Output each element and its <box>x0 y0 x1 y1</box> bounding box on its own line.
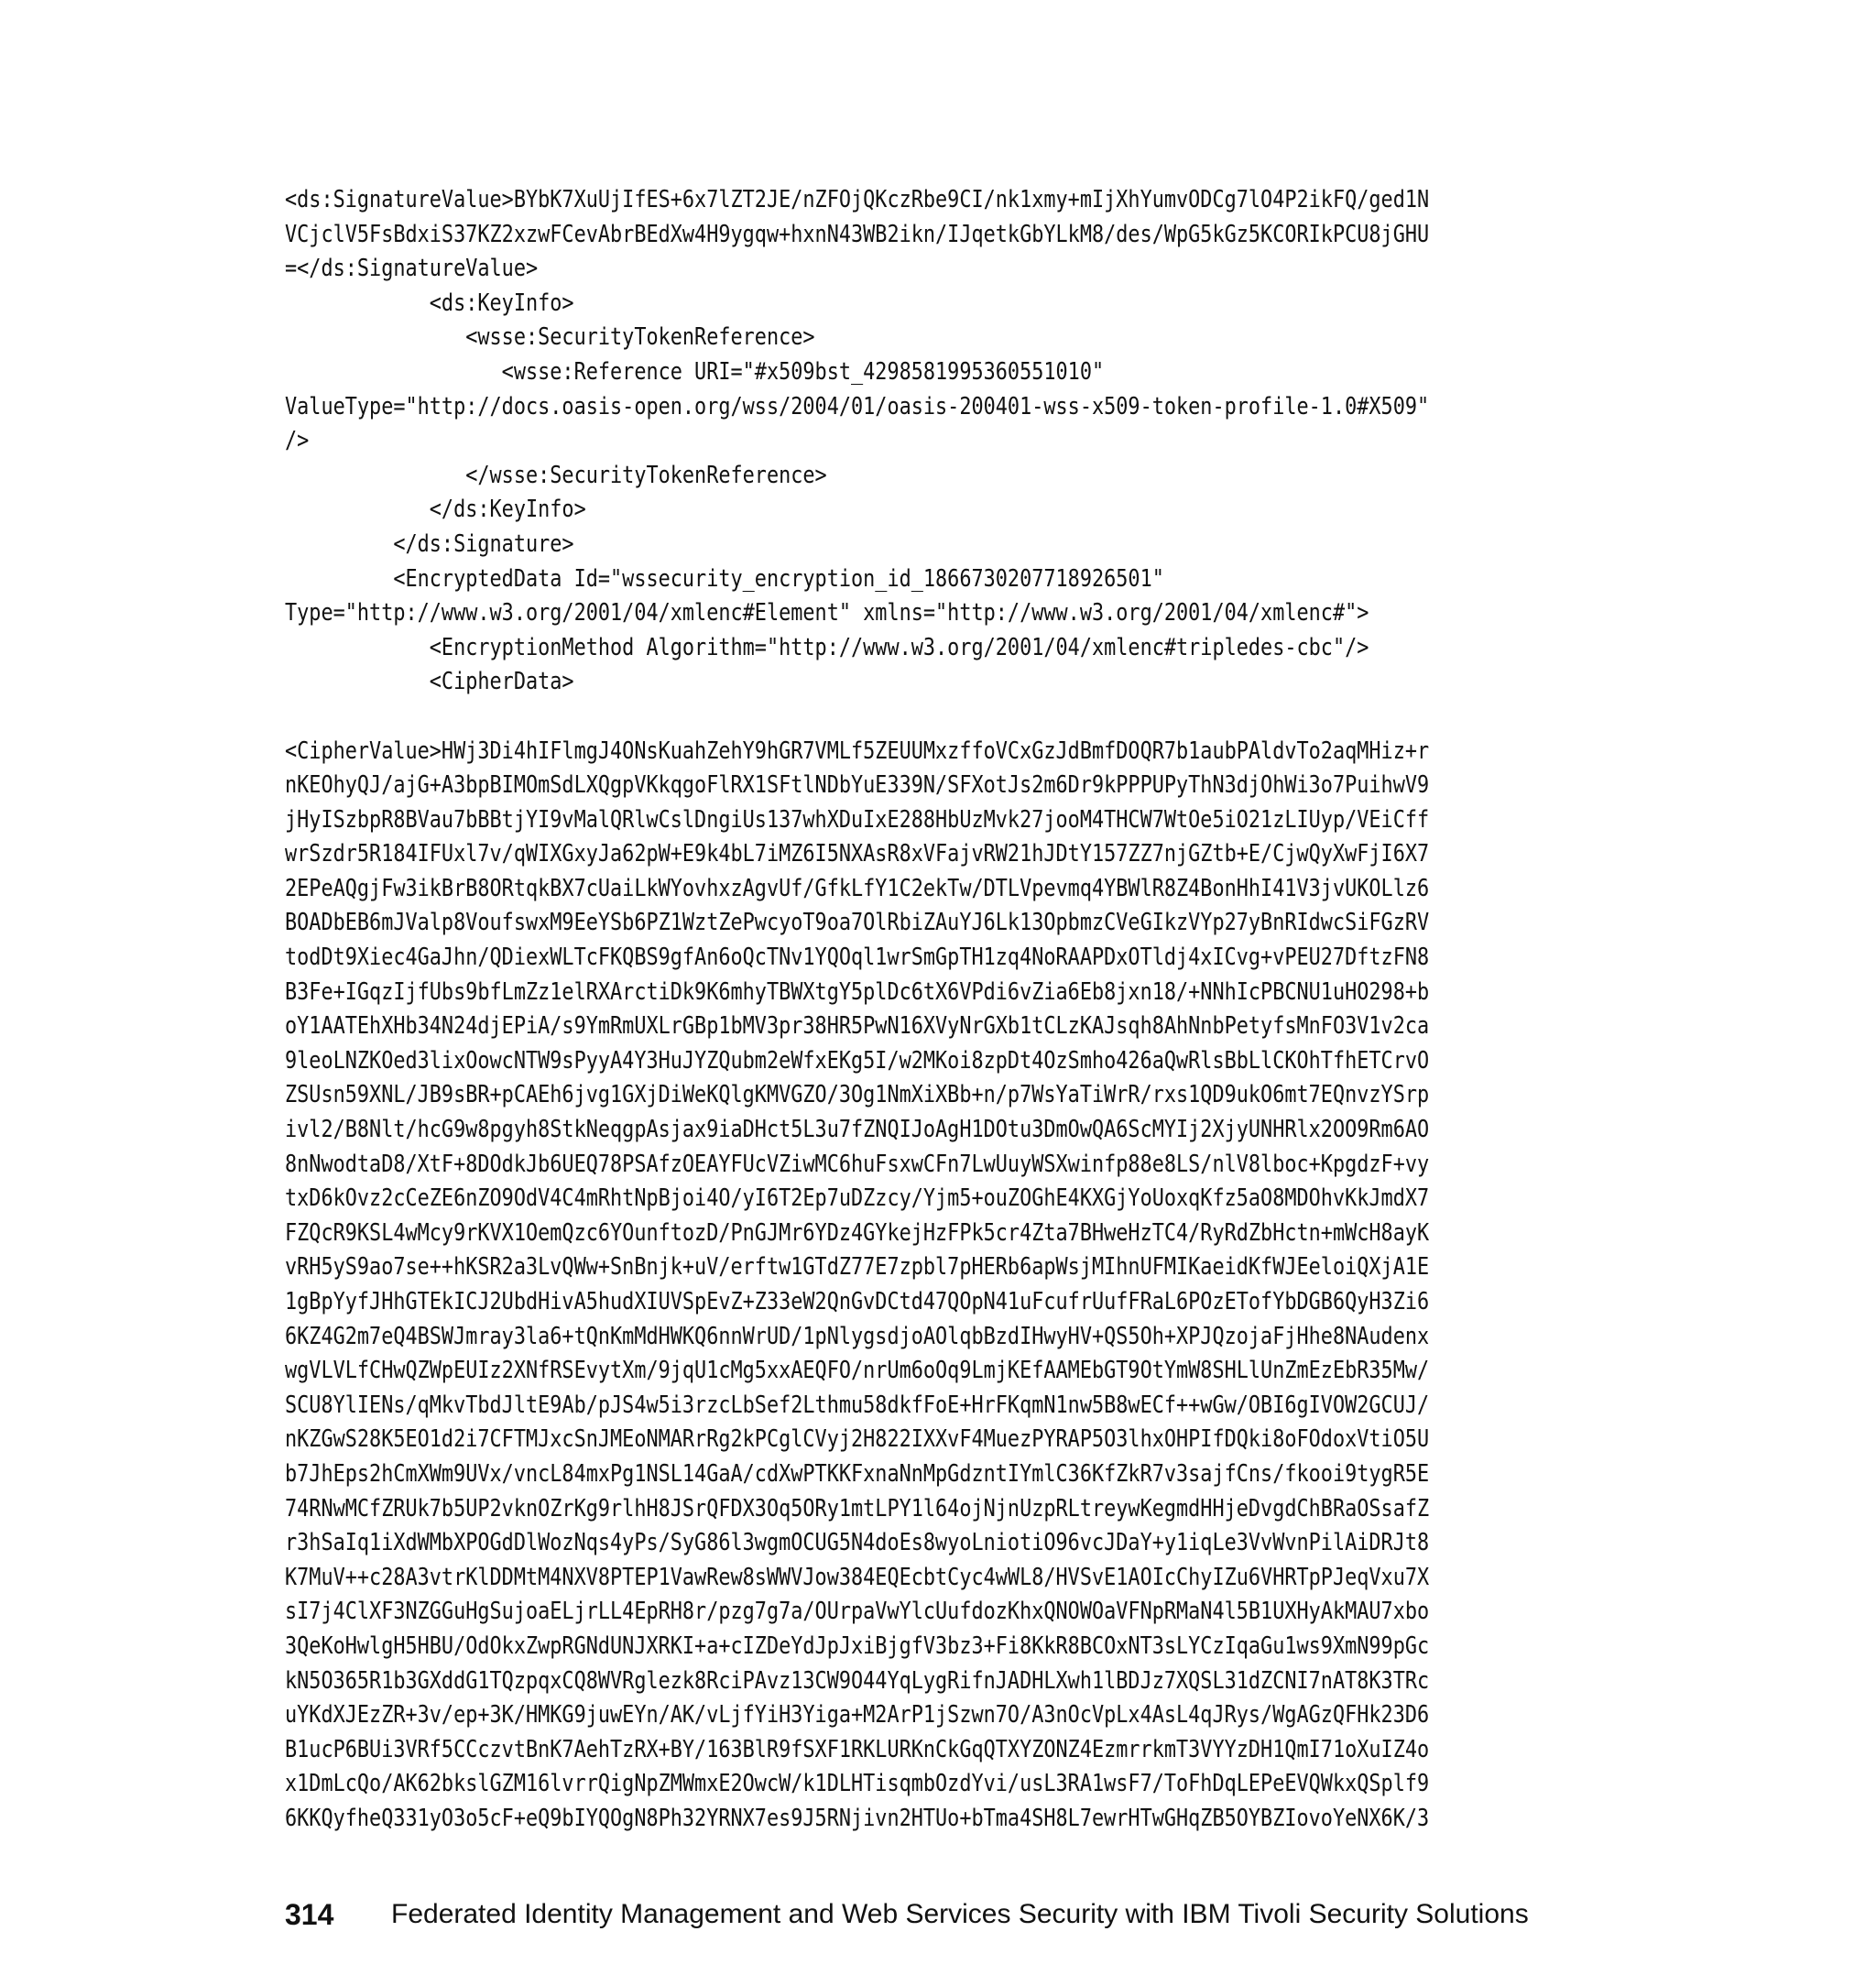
code-line: VCjclV5FsBdxiS37KZ2xzwFCevAbrBEdXw4H9ygqw+hxnN43WB2ikn/IJqetkGbYLkM8/des/WpG5kGz5KCORIkPCU8jGHU <box>285 220 1430 248</box>
code-line: oY1AATEhXHb34N24djEPiA/s9YmRmUXLrGBp1bMV3pr38HR5PwN16XVyNrGXb1tCLzKAJsqh8AhNnbPetyfsMnFO3V1v2ca <box>285 1012 1430 1041</box>
code-line: uYKdXJEzZR+3v/ep+3K/HMKG9juwEYn/AK/vLjfYiH3Yiga+M2ArP1jSzwn7O/A3nOcVpLx4AsL4qJRys/WgAGzQFHk23D6 <box>285 1701 1430 1730</box>
code-line: 6KKQyfheQ331yO3o5cF+eQ9bIYQOgN8Ph32YRNX7es9J5RNjivn2HTUo+bTma4SH8L7ewrHTwGHqZB5OYBZIovoYeNX6K/3 <box>285 1804 1430 1832</box>
code-line: kN5O365R1b3GXddG1TQzpqxCQ8WVRglezk8RciPAvz13CW9O44YqLygRifnJADHLXwh1lBDJz7XQSL31dZCNI7nAT8K3TRc <box>285 1666 1430 1695</box>
code-line: Type="http://www.w3.org/2001/04/xmlenc#Element" xmlns="http://www.w3.org/2001/04/xmlenc#"> <box>285 599 1369 627</box>
code-line <box>285 700 1401 735</box>
code-line: todDt9Xiec4GaJhn/QDiexWLTcFKQBS9gfAn6oQcTNv1YQOql1wrSmGpTH1zq4NoRAAPDxOTldj4xICvg+vPEU27DftzFN8 <box>285 944 1430 972</box>
code-line: wgVLVLfCHwQZWpEUIz2XNfRSEvytXm/9jqU1cMg5xxAEQFO/nrUm6oOq9LmjKEfAAMEbGT9OtYmW8SHLlUnZmEzEbR35Mw/ <box>285 1357 1430 1385</box>
code-line: B1ucP6BUi3VRf5CCczvtBnK7AehTzRX+BY/163BlR9fSXF1RKLURKnCkGqQTXYZONZ4EzmrrkmT3VYYzDH1QmI71oXuIZ4o <box>285 1735 1430 1763</box>
code-line: 8nNwodtaD8/XtF+8DOdkJb6UEQ78PSAfzOEAYFUcVZiwMC6huFsxwCFn7LwUuyWSXwinfp88e8LS/nlV8lboc+KpgdzF+vy <box>285 1150 1430 1178</box>
code-line: ValueType="http://docs.oasis-open.org/wss/2004/01/oasis-200401-wss-x509-token-profile-1.0#X509" <box>285 392 1430 420</box>
code-line: =</ds:SignatureValue> <box>285 255 539 283</box>
code-line: sI7j4ClXF3NZGGuHgSujoaELjrLL4EpRH8r/pzg7g7a/OUrpaVwYlcUufdozKhxQNOWOaVFNpRMaN4l5B1UXHyAkMAU7xbo <box>285 1598 1430 1626</box>
code-line: <CipherData> <box>285 668 574 696</box>
code-line: 6KZ4G2m7eQ4BSWJmray3la6+tQnKmMdHWKQ6nnWrUD/1pNlygsdjoAOlqbBzdIHwyHV+QS5Oh+XPJQzojaFjHhe8NAudenx <box>285 1322 1430 1350</box>
code-line: ZSUsn59XNL/JB9sBR+pCAEh6jvg1GXjDiWeKQlgKMVGZO/3Og1NmXiXBb+n/p7WsYaTiWrR/rxs1QD9ukO6mt7EQnvzYSrp <box>285 1081 1430 1109</box>
code-line: <CipherValue>HWj3Di4hIFlmgJ4ONsKuahZehY9hGR7VMLf5ZEUUMxzffoVCxGzJdBmfDOQR7b1aubPAldvTo2aqMHiz+r <box>285 737 1430 765</box>
code-line: <wsse:SecurityTokenReference> <box>285 323 815 352</box>
code-line: b7JhEps2hCmXWm9UVx/vncL84mxPg1NSL14GaA/cdXwPTKKFxnaNnMpGdzntIYmlC36KfZkR7v3sajfCns/fkooi9tygR5E <box>285 1459 1430 1488</box>
code-line: </wsse:SecurityTokenReference> <box>285 461 827 489</box>
code-line: B3Fe+IGqzIjfUbs9bfLmZz1elRXArctiDk9K6mhyTBWXtgY5plDc6tX6VPdi6vZia6Eb8jxn18/+NNhIcPBCNU1uHO298+b <box>285 977 1430 1006</box>
code-line: FZQcR9KSL4wMcy9rKVX1OemQzc6YOunftozD/PnGJMr6YDz4GYkejHzFPk5cr4Zta7BHweHzTC4/RyRdZbHctn+mWcH8ayK <box>285 1218 1430 1247</box>
code-line: K7MuV++c28A3vtrKlDDMtM4NXV8PTEP1VawRew8sWWVJow384EQEcbtCyc4wWL8/HVSvE1AOIcChyIZu6VHRTpPJeqVxu7X <box>285 1563 1430 1591</box>
code-line: txD6kOvz2cCeZE6nZO9OdV4C4mRhtNpBjoi4O/yI6T2Ep7uDZzcy/Yjm5+ouZOGhE4KXGjYoUoxqKfz5aO8MDOhvKkJmdX7 <box>285 1184 1430 1213</box>
book-title: Federated Identity Management and Web Services Security with IBM Tivoli Security Solutions <box>391 1899 1529 1929</box>
code-line: <EncryptionMethod Algorithm="http://www.w3.org/2001/04/xmlenc#tripledes-cbc"/> <box>285 633 1369 661</box>
code-line: 9leoLNZKOed3lixOowcNTW9sPyyA4Y3HuJYZQubm2eWfxEKg5I/w2MKoi8zpDt4OzSmho426aQwRlsBbLlCKOhTfhETCrvO <box>285 1046 1430 1075</box>
code-line: jHyISzbpR8BVau7bBBtjYI9vMalQRlwCslDngiUs137whXDuIxE288HbUzMvk27jooM4THCW7WtOe5iO21zLIUyp/VEiCff <box>285 805 1430 834</box>
code-line: r3hSaIq1iXdWMbXPOGdDlWozNqs4yPs/SyG86l3wgmOCUG5N4doEs8wyoLniotiO96vcJDaY+y1iqLe3VvWvnPilAiDRJt8 <box>285 1529 1430 1557</box>
code-line: </ds:KeyInfo> <box>285 496 586 524</box>
code-line: ivl2/B8Nlt/hcG9w8pgyh8StkNeqgpAsjax9iaDHct5L3u7fZNQIJoAgH1DOtu3DmOwQA6ScMYIj2XjyUNHRlx2OO9Rm6AO <box>285 1116 1430 1144</box>
code-line: BOADbEB6mJValp8VoufswxM9EeYSb6PZ1WztZePwcyoT9oa7OlRbiZAuYJ6Lk13OpbmzCVeGIkzVYp27yBnRIdwcSiFGzRV <box>285 909 1430 937</box>
code-line: vRH5yS9ao7se++hKSR2a3LvQWw+SnBnjk+uV/erftw1GTdZ77E7zpbl7pHERb6apWsjMIhnUFMIKaeidKfWJEeloiQXjA1E <box>285 1253 1430 1282</box>
code-line: nKEOhyQJ/ajG+A3bpBIMOmSdLXQgpVKkqgoFlRX1SFtlNDbYuE339N/SFXotJs2m6Dr9kPPPUPyThN3djOhWi3o7PuihwV9 <box>285 771 1430 800</box>
code-line: nKZGwS28K5EO1d2i7CFTMJxcSnJMEoNMARrRg2kPCglCVyj2H822IXXvF4MuezPYRAP5O3lhxOHPIfDQki8oFOdoxVtiO5U <box>285 1425 1430 1454</box>
code-line: 2EPeAQgjFw3ikBrB8ORtqkBX7cUaiLkWYovhxzAgvUf/GfkLfY1C2ekTw/DTLVpevmq4YBWlR8Z4BonHhI41V3jvUKOLlz6 <box>285 874 1430 902</box>
code-line: <ds:SignatureValue>BYbK7XuUjIfES+6x7lZT2JE/nZFOjQKczRbe9CI/nk1xmy+mIjXhYumvODCg7lO4P2ikFQ/ged1N <box>285 186 1430 213</box>
code-line: SCU8YlIENs/qMkvTbdJltE9Ab/pJS4w5i3rzcLbSef2Lthmu58dkfFoE+HrFKqmN1nw5B8wECf++wGw/OBI6gIVOW2GCUJ/ <box>285 1391 1430 1419</box>
page-number: 314 <box>285 1897 334 1931</box>
xml-code-listing <box>285 183 1430 1837</box>
code-line: <ds:KeyInfo> <box>285 289 574 317</box>
code-line: 1gBpYyfJHhGTEkICJ2UbdHivA5hudXIUVSpEvZ+Z33eW2QnGvDCtd47QOpN41uFcufrUufFRaL6POzETofYbDGB6QyH3Zi6 <box>285 1288 1430 1315</box>
code-line: wrSzdr5R184IFUxl7v/qWIXGxyJa62pW+E9k4bL7iMZ6I5NXAsR8xVFajvRW21hJDtY157ZZ7njGZtb+E/CjwQyXwFjI6X7 <box>285 840 1430 868</box>
code-line: 74RNwMCfZRUk7b5UP2vknOZrKg9rlhH8JSrQFDX3Oq5ORy1mtLPY1l64ojNjnUzpRLtreywKegmdHHjeDvgdChBRaOSsafZ <box>285 1494 1430 1522</box>
code-line: x1DmLcQo/AK62bkslGZM16lvrrQigNpZMWmxE2OwcW/k1DLHTisqmbOzdYvi/usL3RA1wsF7/ToFhDqLEPeEVQWkxQSplf9 <box>285 1770 1430 1798</box>
code-line: <EncryptedData Id="wssecurity_encryption_id_1866730207718926501" <box>285 564 1164 593</box>
code-line: <wsse:Reference URI="#x509bst_4298581995360551010" <box>285 357 1105 386</box>
code-line: /> <box>285 427 310 455</box>
code-line: </ds:Signature> <box>285 529 574 558</box>
page-footer <box>285 1893 1529 1937</box>
code-line: 3QeKoHwlgH5HBU/OdOkxZwpRGNdUNJXRKI+a+cIZDeYdJpJxiBjgfV3bz3+Fi8KkR8BCOxNT3sLYCzIqaGu1ws9XmN99pGc <box>285 1631 1430 1660</box>
